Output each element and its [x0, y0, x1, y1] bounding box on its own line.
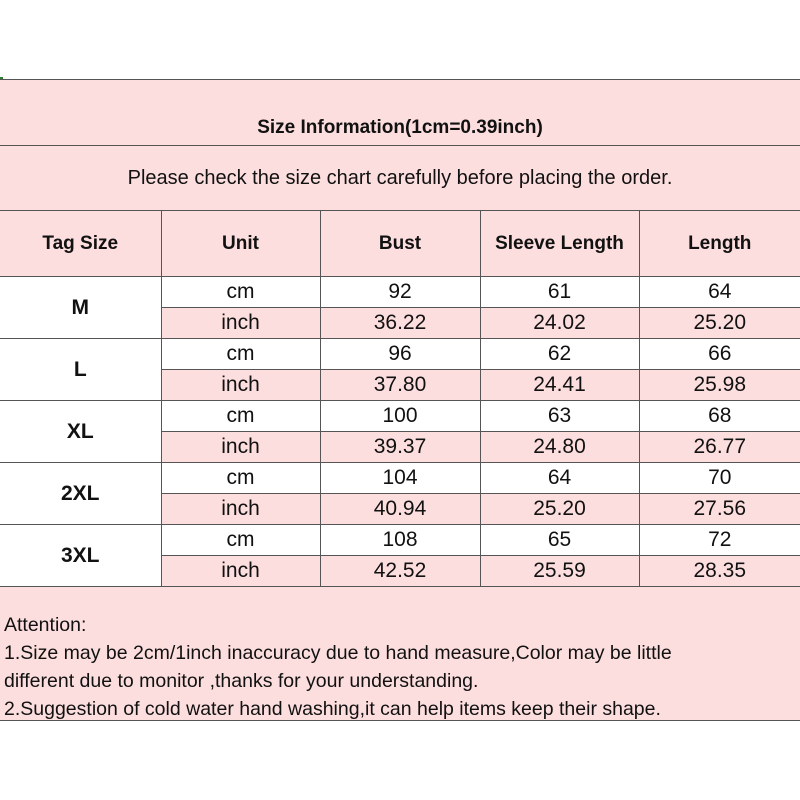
sleeve-cell: 24.41	[480, 370, 639, 401]
bust-cell: 96	[320, 339, 480, 370]
tag-size-cell: L	[0, 339, 161, 401]
unit-cell: cm	[161, 401, 320, 432]
unit-cell: inch	[161, 370, 320, 401]
unit-cell: cm	[161, 339, 320, 370]
table-row	[0, 339, 800, 370]
size-chart	[0, 79, 800, 721]
sleeve-cell: 24.80	[480, 432, 639, 463]
unit-cell: cm	[161, 277, 320, 308]
chart-subtitle: Please check the size chart carefully before placing the order.	[0, 146, 800, 211]
bust-cell: 39.37	[320, 432, 480, 463]
sleeve-cell: 62	[480, 339, 639, 370]
table-row	[0, 463, 800, 494]
length-cell: 25.98	[639, 370, 800, 401]
attention-line: 1.Size may be 2cm/1inch inaccuracy due to hand measure,Color may be little	[4, 642, 672, 664]
length-cell: 27.56	[639, 494, 800, 525]
unit-cell: inch	[161, 432, 320, 463]
sleeve-cell: 24.02	[480, 308, 639, 339]
sleeve-cell: 25.59	[480, 556, 639, 587]
bust-cell: 42.52	[320, 556, 480, 587]
attention-heading: Attention:	[4, 614, 87, 636]
unit-cell: cm	[161, 463, 320, 494]
attention-line: different due to monitor ,thanks for your understanding.	[4, 670, 479, 692]
unit-cell: inch	[161, 308, 320, 339]
header-unit: Unit	[161, 211, 320, 277]
size-table	[0, 211, 800, 587]
bust-cell: 104	[320, 463, 480, 494]
length-cell: 70	[639, 463, 800, 494]
sleeve-cell: 65	[480, 525, 639, 556]
length-cell: 66	[639, 339, 800, 370]
sleeve-cell: 63	[480, 401, 639, 432]
length-cell: 28.35	[639, 556, 800, 587]
header-row	[0, 211, 800, 277]
header-tag-size: Tag Size	[0, 211, 161, 277]
bust-cell: 36.22	[320, 308, 480, 339]
unit-cell: inch	[161, 556, 320, 587]
header-bust: Bust	[320, 211, 480, 277]
length-cell: 64	[639, 277, 800, 308]
length-cell: 26.77	[639, 432, 800, 463]
table-row	[0, 277, 800, 308]
bust-cell: 92	[320, 277, 480, 308]
sleeve-cell: 25.20	[480, 494, 639, 525]
tag-size-cell: 3XL	[0, 525, 161, 587]
tag-size-cell: 2XL	[0, 463, 161, 525]
header-sleeve-length: Sleeve Length	[480, 211, 639, 277]
sleeve-cell: 64	[480, 463, 639, 494]
tag-size-cell: XL	[0, 401, 161, 463]
sleeve-cell: 61	[480, 277, 639, 308]
length-cell: 72	[639, 525, 800, 556]
header-length: Length	[639, 211, 800, 277]
tag-size-cell: M	[0, 277, 161, 339]
length-cell: 68	[639, 401, 800, 432]
bust-cell: 40.94	[320, 494, 480, 525]
chart-title: Size Information(1cm=0.39inch)	[0, 80, 800, 146]
table-row	[0, 401, 800, 432]
table-row	[0, 525, 800, 556]
length-cell: 25.20	[639, 308, 800, 339]
unit-cell: cm	[161, 525, 320, 556]
bust-cell: 37.80	[320, 370, 480, 401]
attention-line: 2.Suggestion of cold water hand washing,it can help items keep their shape.	[4, 698, 661, 720]
bust-cell: 100	[320, 401, 480, 432]
attention-notes	[4, 611, 794, 723]
unit-cell: inch	[161, 494, 320, 525]
bust-cell: 108	[320, 525, 480, 556]
